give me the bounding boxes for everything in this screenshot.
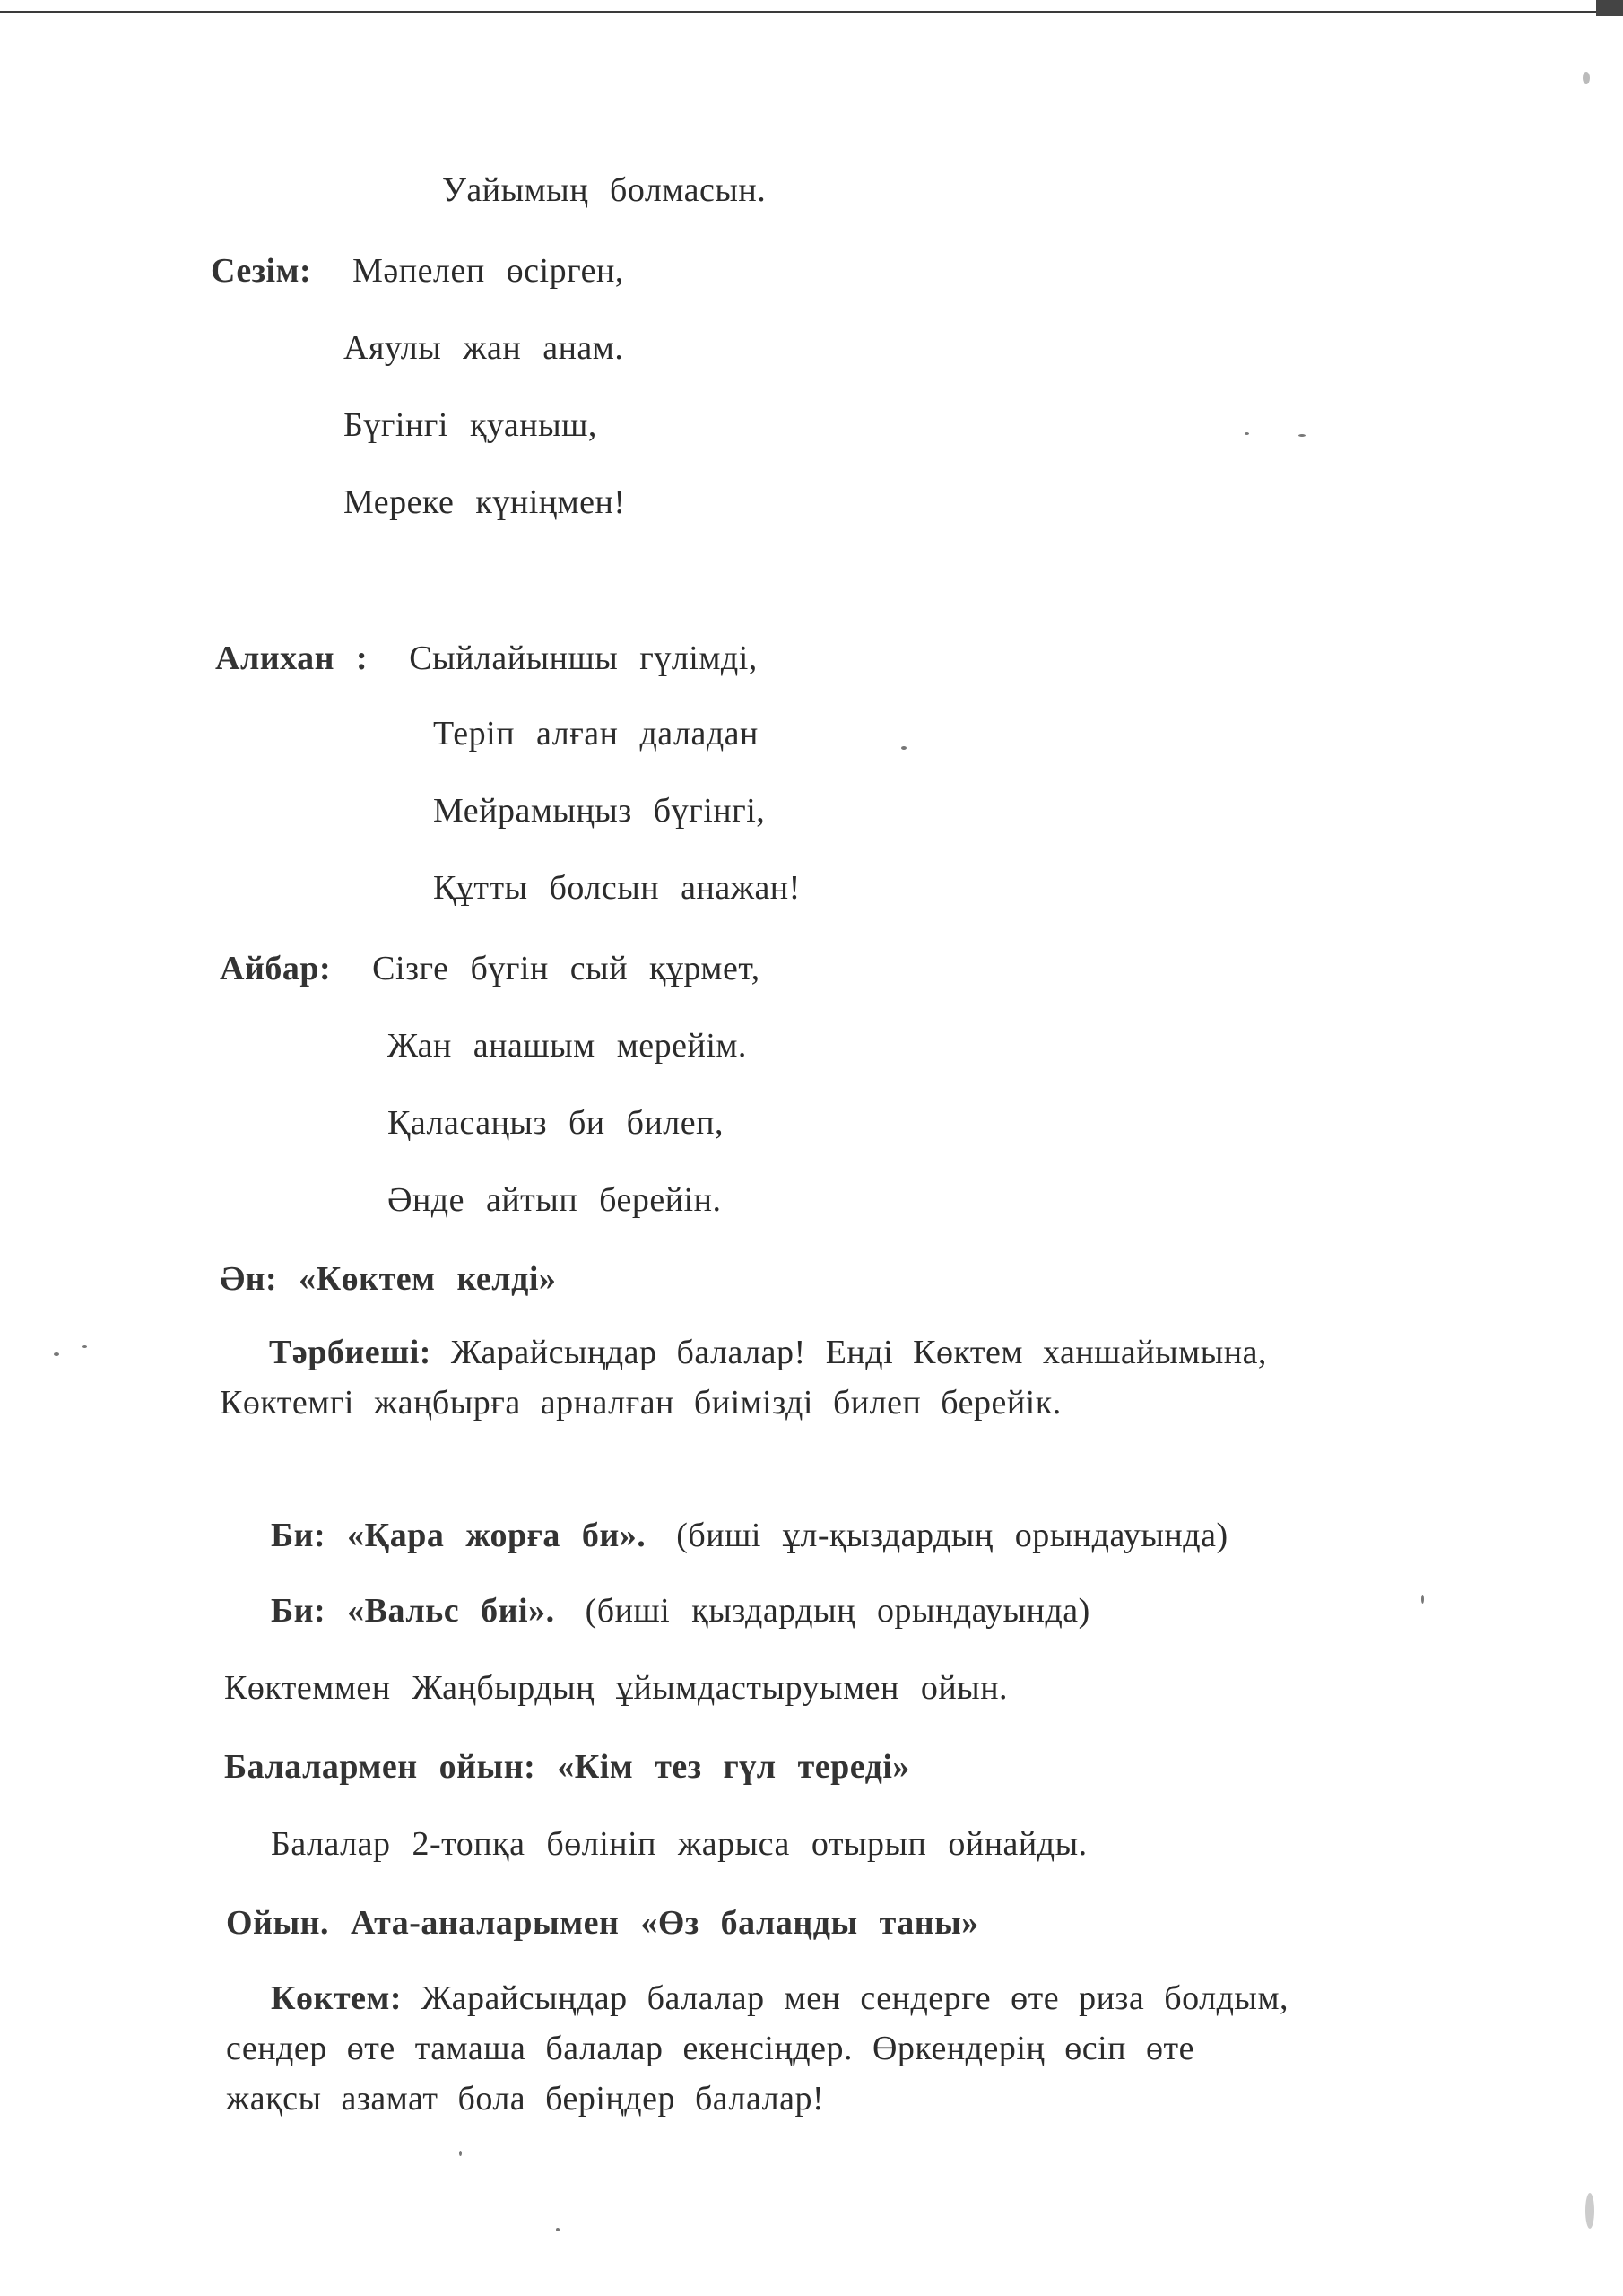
line-text: Құтты болсын анажан! xyxy=(433,869,801,907)
spring-paragraph xyxy=(226,1973,1306,2124)
scan-speck xyxy=(54,1352,59,1356)
scan-corner-mark xyxy=(1596,0,1623,16)
song-title: Ән: «Көктем келді» xyxy=(220,1260,557,1298)
scan-speck xyxy=(82,1345,87,1348)
game-heading-parents xyxy=(226,1903,979,1943)
scan-speck xyxy=(459,2151,462,2156)
poem-line xyxy=(387,1103,724,1143)
poem-line xyxy=(433,868,801,908)
poem-line xyxy=(343,483,626,522)
speaker-line-aibar xyxy=(220,949,760,988)
speaker-name: Айбар: xyxy=(220,950,332,987)
scan-top-border xyxy=(0,11,1623,13)
scan-speck xyxy=(901,746,907,750)
poem-line xyxy=(442,170,766,210)
line-text: Уайымың болмасын. xyxy=(442,171,767,209)
poem-line xyxy=(433,791,765,831)
line-text: Балалар 2-топқа бөлініп жарыса отырып ойнайды. xyxy=(271,1825,1088,1863)
line-text: Әнде айтып берейін. xyxy=(387,1181,722,1219)
scan-speck xyxy=(1245,432,1249,435)
scan-speck xyxy=(556,2228,560,2231)
paragraph-text: Жарайсыңдар балалар! Енді Көктем ханшайымына, Көктемгі жаңбырға арналған биімізді билеп берейік. xyxy=(220,1334,1267,1422)
poem-line xyxy=(433,714,759,753)
game-title: Ойын. Ата-аналарымен «Өз балаңды таны» xyxy=(226,1904,979,1942)
scan-speck xyxy=(1583,72,1590,84)
line-text: Көктеммен Жаңбырдың ұйымдастыруымен ойын. xyxy=(224,1669,1009,1707)
dance-note: (биші қыздардың орындауында) xyxy=(585,1592,1090,1630)
line-text: Жан анашым мерейім. xyxy=(387,1027,747,1065)
speaker-name: Көктем: xyxy=(271,1979,403,2017)
speaker-line-alikhan xyxy=(215,639,758,678)
teacher-paragraph xyxy=(220,1327,1309,1428)
poem-line xyxy=(343,405,597,445)
line-text: Қаласаңыз би билеп, xyxy=(387,1104,724,1142)
dance-title: Би: «Қара жорға би». xyxy=(271,1517,647,1554)
scan-speck xyxy=(1421,1595,1424,1604)
dance-title: Би: «Вальс биі». xyxy=(271,1592,555,1630)
line-text: Бүгінгі қуаныш, xyxy=(343,406,597,444)
line-text: Мәпелеп өсірген, xyxy=(352,252,624,290)
line-text: Теріп алған даладан xyxy=(433,715,759,752)
speaker-name: Алихан : xyxy=(215,639,369,677)
game-heading-flowers xyxy=(224,1747,910,1787)
dance-note: (биші ұл-қыздардың орындауында) xyxy=(676,1517,1228,1554)
speaker-name: Сезім: xyxy=(211,252,312,290)
dance-line-waltz xyxy=(271,1591,1090,1631)
line-text: Мереке күніңмен! xyxy=(343,483,626,521)
scan-speck xyxy=(1298,434,1306,437)
speaker-name: Тәрбиеші: xyxy=(269,1334,431,1371)
song-heading xyxy=(220,1259,556,1299)
game-title: Балалармен ойын: «Кім тез гүл тереді» xyxy=(224,1748,910,1786)
paragraph-text: Жарайсыңдар балалар мен сендерге өте риза болдым, сендер өте тамаша балалар екенсіңдер. Өркендерің өсіп өте жақсы азамат бола беріңдер балалар! xyxy=(226,1979,1289,2118)
game-description xyxy=(271,1824,1088,1864)
dance-line-kara-zhorga xyxy=(271,1516,1228,1555)
line-text: Мейрамыңыз бүгінгі, xyxy=(433,792,766,830)
poem-line xyxy=(387,1026,747,1065)
line-text: Сізге бүгін сый құрмет, xyxy=(372,950,760,987)
line-text: Сыйлайыншы гүлімді, xyxy=(409,639,758,677)
poem-line xyxy=(387,1180,721,1220)
speaker-line-sezim xyxy=(211,251,624,291)
scan-speck xyxy=(1585,2193,1594,2229)
poem-line xyxy=(343,328,623,368)
game-note xyxy=(224,1668,1008,1708)
line-text: Аяулы жан анам. xyxy=(343,329,624,367)
